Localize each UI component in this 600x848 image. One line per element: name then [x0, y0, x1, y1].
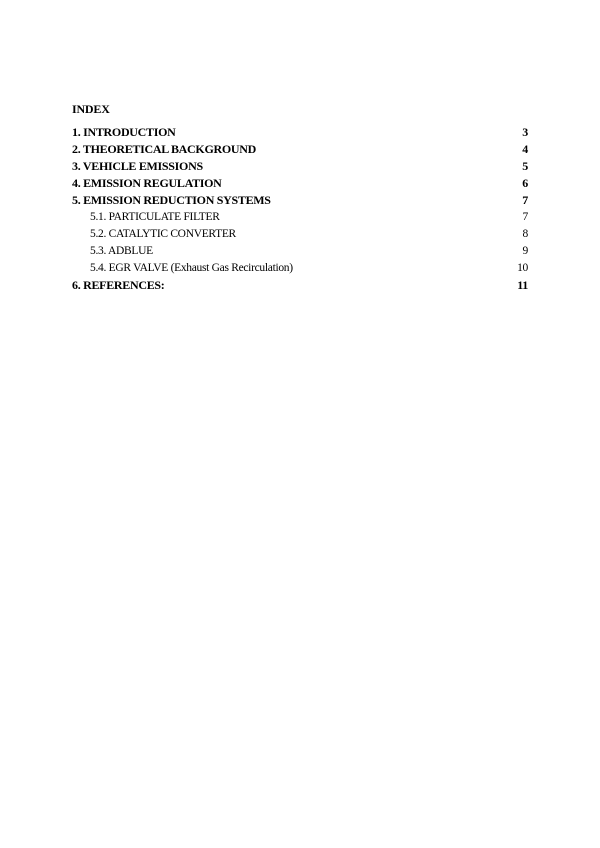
toc-entry-page: 11 — [517, 278, 528, 292]
toc-entry-catalytic-converter — [72, 226, 528, 243]
toc-entry-label: 5. EMISSION REDUCTION SYSTEMS — [72, 193, 271, 207]
toc-entry-page: 10 — [517, 262, 528, 274]
toc-entry-page: 5 — [522, 159, 528, 173]
toc-entry-label: 5.4. EGR VALVE (Exhaust Gas Recirculation) — [90, 262, 293, 274]
toc-entry-vehicle-emissions — [72, 158, 528, 175]
toc-entry-page: 8 — [522, 228, 528, 240]
toc-entry-emission-regulation — [72, 175, 528, 192]
toc-entry-label: 2. THEORETICAL BACKGROUND — [72, 142, 256, 156]
toc-entry-egr-valve — [72, 260, 528, 277]
toc-entry-theoretical-background — [72, 141, 528, 158]
toc-entry-emission-reduction-systems — [72, 192, 528, 209]
toc-entry-page: 7 — [522, 211, 528, 223]
toc-entry-page: 7 — [522, 193, 528, 207]
toc-entry-label: 5.1. PARTICULATE FILTER — [90, 211, 220, 223]
toc-entry-label: 6. REFERENCES: — [72, 278, 165, 292]
toc-entry-page: 3 — [522, 125, 528, 139]
toc-entry-particulate-filter — [72, 209, 528, 226]
toc-entry-label: 4. EMISSION REGULATION — [72, 176, 222, 190]
table-of-contents — [72, 124, 528, 294]
toc-entry-label: 3. VEHICLE EMISSIONS — [72, 159, 203, 173]
toc-entry-label: 5.2. CATALYTIC CONVERTER — [90, 228, 236, 240]
toc-entry-page: 6 — [522, 176, 528, 190]
index-heading: INDEX — [72, 102, 110, 116]
toc-entry-label: 5.3. ADBLUE — [90, 245, 153, 257]
toc-entry-introduction — [72, 124, 528, 141]
toc-entry-page: 9 — [522, 245, 528, 257]
toc-entry-label: 1. INTRODUCTION — [72, 125, 176, 139]
toc-entry-references — [72, 277, 528, 294]
toc-entry-adblue — [72, 243, 528, 260]
toc-entry-page: 4 — [522, 142, 528, 156]
